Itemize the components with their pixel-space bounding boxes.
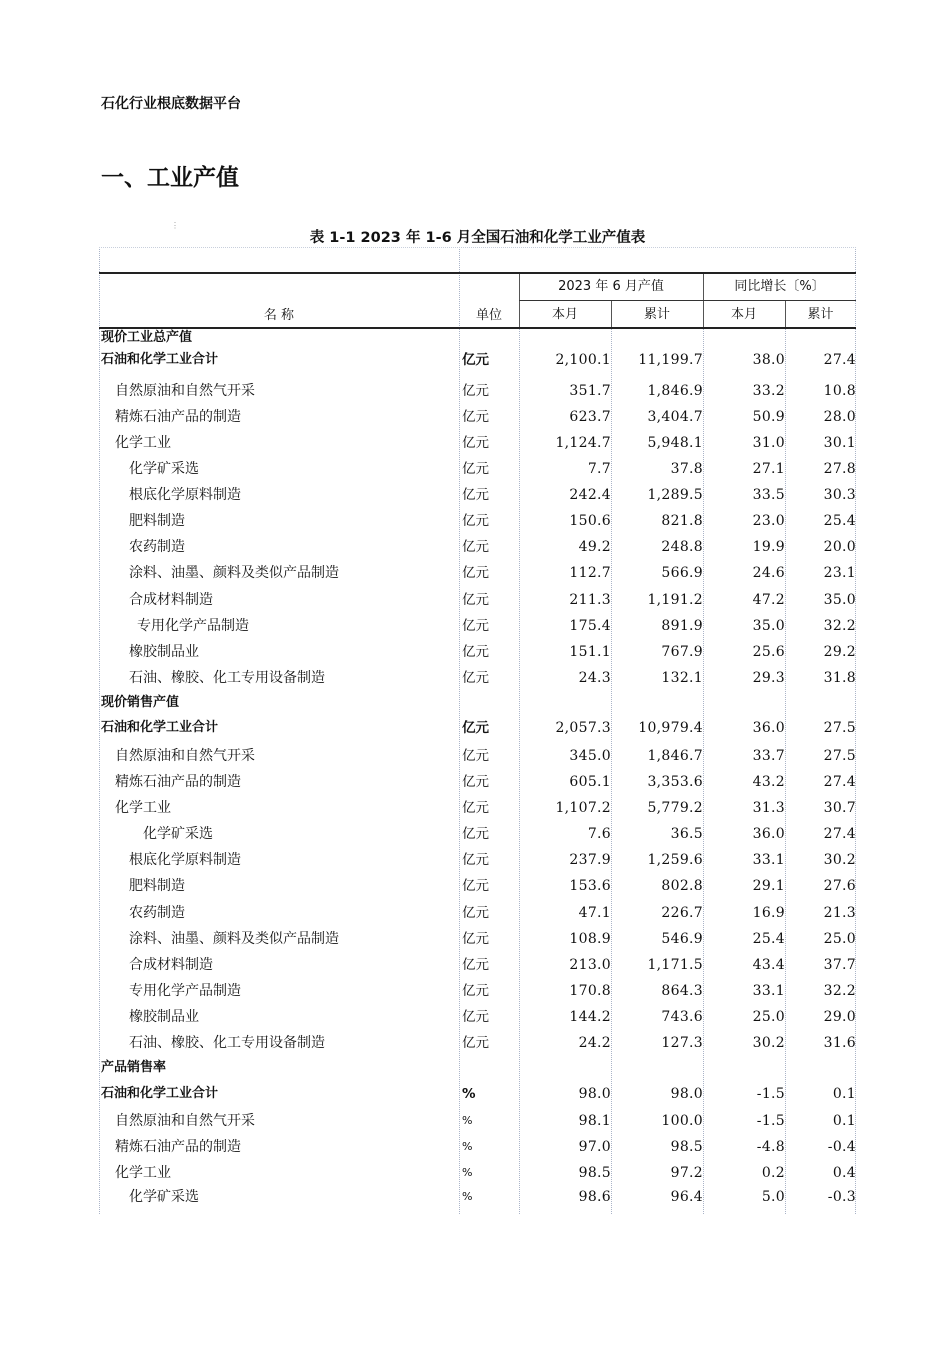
value-cumulative: 11,199.7 <box>638 352 703 368</box>
growth-cumulative: 30.1 <box>823 435 856 451</box>
grid-line <box>99 247 856 248</box>
growth-month: 5.0 <box>761 1189 785 1205</box>
value-cumulative: 864.3 <box>661 983 703 999</box>
section-title: 一、工业产值 <box>101 165 239 191</box>
table-row <box>99 693 856 713</box>
growth-month: 38.0 <box>752 352 785 368</box>
growth-month: 31.3 <box>752 800 785 816</box>
growth-month: 23.0 <box>752 513 785 529</box>
value-cumulative: 802.8 <box>661 878 703 894</box>
row-name: 自然原油和自然气开采 <box>115 748 255 764</box>
header-growth-cumulative: 累计 <box>807 307 834 322</box>
row-name: 农药制造 <box>129 905 185 921</box>
table-row <box>99 900 856 926</box>
value-month: 237.9 <box>569 852 611 868</box>
header-output-group: 2023 年 6 月产值 <box>558 279 664 294</box>
row-unit: 亿元 <box>462 957 489 973</box>
value-month: 213.0 <box>569 957 611 973</box>
value-cumulative: 1,171.5 <box>647 957 703 973</box>
table-row <box>99 560 856 586</box>
value-cumulative: 226.7 <box>661 905 703 921</box>
table-row <box>99 482 856 508</box>
value-month: 49.2 <box>578 539 611 555</box>
row-unit: 亿元 <box>462 592 489 608</box>
value-cumulative: 37.8 <box>670 461 703 477</box>
row-name: 涂料、油墨、颜料及类似产品制造 <box>129 565 339 581</box>
table-row <box>99 328 856 348</box>
row-name: 农药制造 <box>129 539 185 555</box>
value-cumulative: 98.0 <box>670 1086 703 1102</box>
row-unit: % <box>462 1190 473 1203</box>
table-row <box>99 952 856 978</box>
row-unit: 亿元 <box>462 435 489 451</box>
value-cumulative: 1,259.6 <box>647 852 703 868</box>
row-unit: 亿元 <box>462 931 489 947</box>
row-unit: % <box>462 1114 473 1127</box>
row-name: 肥料制造 <box>129 878 185 894</box>
growth-month: 33.1 <box>752 983 785 999</box>
value-month: 7.6 <box>587 826 611 842</box>
value-cumulative: 98.5 <box>670 1139 703 1155</box>
table-row <box>99 715 856 741</box>
value-month: 2,100.1 <box>555 352 611 368</box>
value-month: 2,057.3 <box>555 720 611 736</box>
growth-month: 43.2 <box>752 774 785 790</box>
table-row <box>99 508 856 534</box>
table-row <box>99 1058 856 1078</box>
growth-cumulative: 29.2 <box>823 644 856 660</box>
growth-cumulative: 27.4 <box>823 352 856 368</box>
row-unit: 亿元 <box>462 565 489 581</box>
table-caption: 表 1-1 2023 年 1-6 月全国石油和化学工业产值表 <box>309 230 646 246</box>
growth-cumulative: 27.6 <box>823 878 856 894</box>
table-row <box>99 926 856 952</box>
growth-cumulative: 31.8 <box>823 670 856 686</box>
value-cumulative: 566.9 <box>661 565 703 581</box>
growth-cumulative: 32.2 <box>823 983 856 999</box>
table-row <box>99 347 856 373</box>
growth-cumulative: 27.8 <box>823 461 856 477</box>
header-top-rule <box>99 272 856 274</box>
value-cumulative: 743.6 <box>661 1009 703 1025</box>
row-name: 石油、橡胶、化工专用设备制造 <box>129 1035 325 1051</box>
row-name: 石油和化学工业合计 <box>101 720 219 735</box>
value-month: 144.2 <box>569 1009 611 1025</box>
growth-cumulative: 27.5 <box>823 748 856 764</box>
row-unit: 亿元 <box>462 670 489 686</box>
value-cumulative: 1,846.7 <box>647 748 703 764</box>
table-row <box>99 821 856 847</box>
table-row <box>99 1160 856 1186</box>
growth-cumulative: 28.0 <box>823 409 856 425</box>
value-cumulative: 546.9 <box>661 931 703 947</box>
growth-month: 43.4 <box>752 957 785 973</box>
row-unit: 亿元 <box>462 513 489 529</box>
row-name: 化学工业 <box>115 800 171 816</box>
table-row <box>99 1004 856 1030</box>
growth-month: 30.2 <box>752 1035 785 1051</box>
growth-cumulative: 32.2 <box>823 618 856 634</box>
growth-month: 33.5 <box>752 487 785 503</box>
table-row <box>99 456 856 482</box>
margin-mark: ⋮ <box>171 221 179 230</box>
value-cumulative: 767.9 <box>661 644 703 660</box>
row-unit: 亿元 <box>462 905 489 921</box>
row-name: 化学矿采选 <box>143 826 213 842</box>
row-name: 精炼石油产品的制造 <box>115 774 241 790</box>
row-name: 涂料、油墨、颜料及类似产品制造 <box>129 931 339 947</box>
row-name: 现价工业总产值 <box>101 330 193 345</box>
row-unit: % <box>462 1086 476 1102</box>
growth-month: 29.1 <box>752 878 785 894</box>
table-row <box>99 534 856 560</box>
row-unit: 亿元 <box>462 983 489 999</box>
table-row <box>99 587 856 613</box>
row-name: 根底化学原料制造 <box>129 852 241 868</box>
value-cumulative: 96.4 <box>670 1189 703 1205</box>
value-cumulative: 891.9 <box>661 618 703 634</box>
value-month: 153.6 <box>569 878 611 894</box>
value-cumulative: 821.8 <box>661 513 703 529</box>
growth-month: 50.9 <box>752 409 785 425</box>
value-month: 151.1 <box>569 644 611 660</box>
table-row <box>99 1184 856 1210</box>
growth-month: 27.1 <box>752 461 785 477</box>
row-unit: 亿元 <box>462 618 489 634</box>
row-name: 化学矿采选 <box>129 461 199 477</box>
row-unit: 亿元 <box>462 826 489 842</box>
value-month: 211.3 <box>569 592 611 608</box>
row-name: 专用化学产品制造 <box>129 983 241 999</box>
row-unit: 亿元 <box>462 878 489 894</box>
growth-month: 25.6 <box>752 644 785 660</box>
header-mid-rule <box>519 300 856 301</box>
value-month: 1,107.2 <box>555 800 611 816</box>
row-unit: 亿元 <box>462 487 489 503</box>
growth-month: 47.2 <box>752 592 785 608</box>
growth-cumulative: 0.4 <box>832 1165 856 1181</box>
table-row <box>99 613 856 639</box>
header-growth-month: 本月 <box>730 307 757 322</box>
growth-month: 16.9 <box>752 905 785 921</box>
row-name: 专用化学产品制造 <box>137 618 249 634</box>
value-month: 345.0 <box>569 748 611 764</box>
header-cumulative: 累计 <box>643 307 670 322</box>
value-month: 98.0 <box>578 1086 611 1102</box>
growth-cumulative: 27.4 <box>823 826 856 842</box>
table-row <box>99 1081 856 1107</box>
value-cumulative: 5,948.1 <box>647 435 703 451</box>
value-month: 1,124.7 <box>555 435 611 451</box>
growth-cumulative: -0.4 <box>827 1139 856 1155</box>
table-row <box>99 769 856 795</box>
value-month: 24.2 <box>578 1035 611 1051</box>
row-name: 石油和化学工业合计 <box>101 1086 219 1101</box>
value-cumulative: 100.0 <box>661 1113 703 1129</box>
value-cumulative: 97.2 <box>670 1165 703 1181</box>
row-unit: 亿元 <box>462 800 489 816</box>
growth-cumulative: -0.3 <box>827 1189 856 1205</box>
value-month: 605.1 <box>569 774 611 790</box>
table-row <box>99 665 856 691</box>
table-row <box>99 639 856 665</box>
value-month: 242.4 <box>569 487 611 503</box>
growth-cumulative: 37.7 <box>823 957 856 973</box>
growth-month: 0.2 <box>761 1165 785 1181</box>
value-cumulative: 3,404.7 <box>647 409 703 425</box>
growth-cumulative: 21.3 <box>823 905 856 921</box>
value-month: 108.9 <box>569 931 611 947</box>
value-cumulative: 1,191.2 <box>647 592 703 608</box>
row-unit: 亿元 <box>462 539 489 555</box>
growth-month: 33.2 <box>752 383 785 399</box>
row-unit: 亿元 <box>462 352 489 368</box>
growth-cumulative: 27.4 <box>823 774 856 790</box>
row-name: 根底化学原料制造 <box>129 487 241 503</box>
header-growth-group: 同比增长〔%〕 <box>734 279 825 294</box>
value-cumulative: 5,779.2 <box>647 800 703 816</box>
row-unit: 亿元 <box>462 852 489 868</box>
growth-month: 25.0 <box>752 1009 785 1025</box>
value-month: 175.4 <box>569 618 611 634</box>
platform-name: 石化行业根底数据平台 <box>101 96 241 112</box>
row-unit: % <box>462 1140 473 1153</box>
row-name: 自然原油和自然气开采 <box>115 383 255 399</box>
value-month: 150.6 <box>569 513 611 529</box>
output-value-table <box>99 247 856 1214</box>
table-row <box>99 430 856 456</box>
row-unit: 亿元 <box>462 409 489 425</box>
growth-cumulative: 31.6 <box>823 1035 856 1051</box>
row-name: 化学工业 <box>115 1165 171 1181</box>
row-unit: 亿元 <box>462 644 489 660</box>
growth-cumulative: 25.4 <box>823 513 856 529</box>
growth-month: -1.5 <box>756 1113 785 1129</box>
row-name: 石油、橡胶、化工专用设备制造 <box>129 670 325 686</box>
growth-cumulative: 35.0 <box>823 592 856 608</box>
table-row <box>99 378 856 404</box>
table-row <box>99 404 856 430</box>
row-name: 现价销售产值 <box>101 695 180 710</box>
row-unit: % <box>462 1166 473 1179</box>
row-unit: 亿元 <box>462 774 489 790</box>
value-cumulative: 3,353.6 <box>647 774 703 790</box>
row-unit: 亿元 <box>462 1009 489 1025</box>
growth-month: 36.0 <box>752 826 785 842</box>
row-unit: 亿元 <box>462 1035 489 1051</box>
header-unit: 单位 <box>475 308 502 323</box>
value-month: 97.0 <box>578 1139 611 1155</box>
value-cumulative: 132.1 <box>661 670 703 686</box>
row-unit: 亿元 <box>462 748 489 764</box>
growth-month: 36.0 <box>752 720 785 736</box>
growth-month: 33.7 <box>752 748 785 764</box>
growth-cumulative: 10.8 <box>823 383 856 399</box>
value-cumulative: 1,289.5 <box>647 487 703 503</box>
growth-month: 35.0 <box>752 618 785 634</box>
row-name: 橡胶制品业 <box>129 644 199 660</box>
row-name: 精炼石油产品的制造 <box>115 1139 241 1155</box>
row-unit: 亿元 <box>462 383 489 399</box>
value-month: 98.1 <box>578 1113 611 1129</box>
growth-month: -4.8 <box>756 1139 785 1155</box>
value-month: 112.7 <box>569 565 611 581</box>
value-month: 98.6 <box>578 1189 611 1205</box>
row-name: 合成材料制造 <box>129 592 213 608</box>
growth-month: 29.3 <box>752 670 785 686</box>
growth-month: 19.9 <box>752 539 785 555</box>
row-name: 石油和化学工业合计 <box>101 352 219 367</box>
growth-cumulative: 0.1 <box>832 1086 856 1102</box>
growth-month: 31.0 <box>752 435 785 451</box>
header-name: 名 称 <box>263 308 295 323</box>
growth-cumulative: 30.3 <box>823 487 856 503</box>
value-month: 7.7 <box>587 461 611 477</box>
growth-cumulative: 30.2 <box>823 852 856 868</box>
growth-cumulative: 23.1 <box>823 565 856 581</box>
value-cumulative: 248.8 <box>661 539 703 555</box>
row-name: 化学工业 <box>115 435 171 451</box>
value-cumulative: 1,846.9 <box>647 383 703 399</box>
table-row <box>99 847 856 873</box>
value-month: 351.7 <box>569 383 611 399</box>
row-name: 合成材料制造 <box>129 957 213 973</box>
row-unit: 亿元 <box>462 461 489 477</box>
row-unit: 亿元 <box>462 720 489 736</box>
row-name: 化学矿采选 <box>129 1189 199 1205</box>
growth-cumulative: 29.0 <box>823 1009 856 1025</box>
table-row <box>99 1134 856 1160</box>
growth-cumulative: 0.1 <box>832 1113 856 1129</box>
value-month: 170.8 <box>569 983 611 999</box>
growth-cumulative: 30.7 <box>823 800 856 816</box>
value-month: 24.3 <box>578 670 611 686</box>
growth-cumulative: 20.0 <box>823 539 856 555</box>
table-row <box>99 1108 856 1134</box>
row-name: 肥料制造 <box>129 513 185 529</box>
value-month: 623.7 <box>569 409 611 425</box>
growth-month: 25.4 <box>752 931 785 947</box>
table-row <box>99 978 856 1004</box>
value-month: 47.1 <box>578 905 611 921</box>
row-name: 自然原油和自然气开采 <box>115 1113 255 1129</box>
table-row <box>99 795 856 821</box>
growth-cumulative: 25.0 <box>823 931 856 947</box>
table-row <box>99 873 856 899</box>
value-cumulative: 127.3 <box>661 1035 703 1051</box>
row-name: 产品销售率 <box>101 1060 167 1075</box>
header-month: 本月 <box>551 307 578 322</box>
growth-month: 24.6 <box>752 565 785 581</box>
table-row <box>99 743 856 769</box>
growth-month: 33.1 <box>752 852 785 868</box>
growth-cumulative: 27.5 <box>823 720 856 736</box>
row-name: 精炼石油产品的制造 <box>115 409 241 425</box>
row-name: 橡胶制品业 <box>129 1009 199 1025</box>
value-month: 98.5 <box>578 1165 611 1181</box>
value-cumulative: 36.5 <box>670 826 703 842</box>
table-row <box>99 1030 856 1056</box>
value-cumulative: 10,979.4 <box>638 720 703 736</box>
growth-month: -1.5 <box>756 1086 785 1102</box>
